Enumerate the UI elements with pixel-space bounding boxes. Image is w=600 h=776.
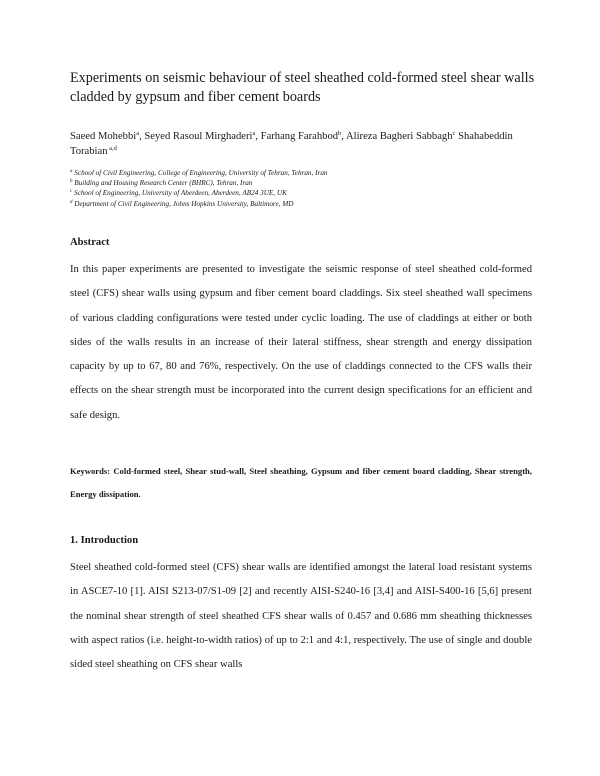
introduction-text: Steel sheathed cold-formed steel (CFS) shear walls are identified amongst the lateral load resistant systems in ASCE7-10 [1]. AISI S213-07/S1-09 [2] and recently AISI-S240-16 [3,4] and AISI-S400-16 [5,6] present the nominal shear strength of steel sheathed CFS shear walls of 0.457 and 0.686 mm sheathing thicknesses with aspect ratios (i.e. height-to-width ratios) of up to 2:1 and 4:1, respectively. The use of single and double sided steel sheathing on CFS shear walls bbox=[70, 562, 532, 671]
abstract-heading: Abstract bbox=[70, 237, 110, 248]
author: Farhang Farahbod$^b$, bbox=[260, 130, 347, 142]
affiliation: $^b$ Building and Housing Research Center (BHRC), Tehran, Iran bbox=[70, 179, 253, 188]
author: Saeed Mohebbi$^a$, bbox=[70, 130, 145, 142]
abstract-text: In this paper experiments are presented to investigate the seismic response of steel sheathed cold-formed steel (CFS) shear walls using gypsum and fiber cement board claddings. Six steel sheathed wall specimens of various cladding configurations were tested under cyclic loading. The use of claddings at either or both sides of the walls results in an increase of their lateral stiffness, shear strength and energy dissipation capacity by up to 67, 80 and 76%, respectively. On the use of claddings connected to the CFS walls their effects on the shear strength must be incorporated into the current design specifications for an efficient and safe design. bbox=[70, 264, 532, 421]
author: Seyed Rasoul Mirghaderi$^a$, bbox=[144, 130, 261, 142]
affiliation-list bbox=[70, 168, 540, 209]
affiliation: $^c$ School of Engineering, University of Aberdeen, Aberdeen, AB24 3UE, UK bbox=[70, 189, 287, 198]
author-list bbox=[70, 130, 540, 159]
paper-title: Experiments on seismic behaviour of steel sheathed cold-formed steel shear walls cladded by gypsum and fiber cement boards bbox=[70, 70, 535, 105]
keywords: Keywords: Cold-formed steel, Shear stud-wall, Steel sheathing, Gypsum and fiber cement board cladding, Shear strength, Energy dissipation. bbox=[70, 466, 532, 499]
affiliation: $^d$ Department of Civil Engineering, Johns Hopkins University, Baltimore, MD bbox=[70, 199, 294, 208]
affiliation: $^a$ School of Civil Engineering, College of Engineering, University of Tehran, Tehran, Iran bbox=[70, 169, 328, 177]
introduction-heading: 1. Introduction bbox=[70, 535, 139, 546]
author: Shahabeddin Torabian $^{a,d}$ bbox=[70, 131, 513, 157]
author: Alireza Bagheri Sabbagh$^c$ bbox=[346, 130, 456, 142]
